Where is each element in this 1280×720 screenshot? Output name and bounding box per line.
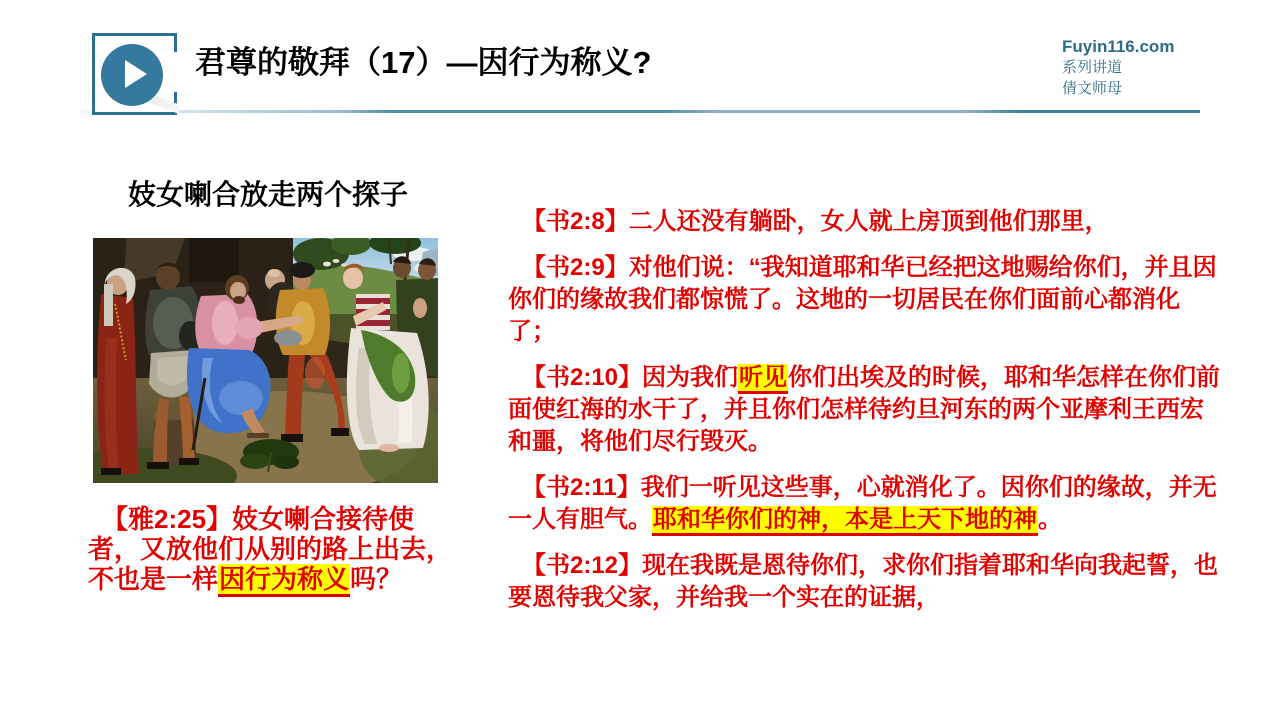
verse [508, 362, 1222, 458]
play-frame-gap [174, 52, 177, 92]
verse-highlighted-text: 耶和华你们的神，本是上天下地的神 [652, 506, 1038, 536]
brand-block [1062, 36, 1174, 99]
verse-ref: 【书2:12】 [522, 552, 643, 579]
slide-title: 君尊的敬拜（17）—因行为称义? [195, 45, 652, 80]
verses-list [508, 206, 1222, 628]
caption-text-after: 吗？ [350, 564, 403, 594]
verse [508, 550, 1222, 614]
brand-speaker: 倩文师母 [1062, 80, 1123, 97]
caption-text: 妓女喇合接待使者，又放他们从别的路上出去，不也是一样 [88, 504, 453, 594]
caption-ref: 【雅2:25】 [102, 504, 233, 534]
verse-ref: 【书2:8】 [522, 208, 629, 235]
left-heading: 妓女喇合放走两个探子 [128, 179, 409, 210]
brand-series: 系列讲道 [1062, 59, 1123, 76]
verse-text: 现在我既是恩待你们，求你们指着耶和华向我起誓，也要恩待我父家，并给我一个实在的证据， [508, 552, 1219, 611]
verse-highlighted-text: 听见 [738, 364, 788, 394]
verse-text: 我们一听见这些事，心就消化了。因你们的缘故，并无一人有胆气。 [508, 474, 1217, 533]
verse-ref: 【书2:11】 [522, 474, 641, 501]
verse-text: 二人还没有躺卧，女人就上房顶到他们那里， [628, 208, 1109, 235]
play-button[interactable] [92, 33, 177, 115]
verse [508, 472, 1222, 536]
painting-art [93, 238, 438, 483]
verse-text: 。 [1038, 506, 1062, 533]
verse-text: 你们出埃及的时候，耶和华怎样在你们前面使红海的水干了，并且你们怎样待约旦河东的两个亚摩利王西宏和噩，将他们尽行毁灭。 [508, 364, 1221, 455]
caption-highlight: 因行为称义 [218, 564, 350, 597]
caption [88, 504, 466, 594]
verse-text: 对他们说：“我知道耶和华已经把这地赐给你们，并且因你们的缘故我们都惊慌了。这地的一切居民在你们面前心都消化了； [508, 254, 1217, 345]
brand-website: Fuyin116.com [1062, 37, 1175, 56]
verse [508, 252, 1222, 348]
header-divider [80, 110, 1200, 113]
verse-ref: 【书2:10】 [522, 364, 643, 391]
verse-text: 因为我们 [642, 364, 739, 391]
verse-ref: 【书2:9】 [522, 254, 629, 281]
painting-image [93, 238, 438, 483]
play-triangle-icon [125, 60, 147, 88]
verse [508, 206, 1222, 238]
play-icon [101, 44, 163, 106]
